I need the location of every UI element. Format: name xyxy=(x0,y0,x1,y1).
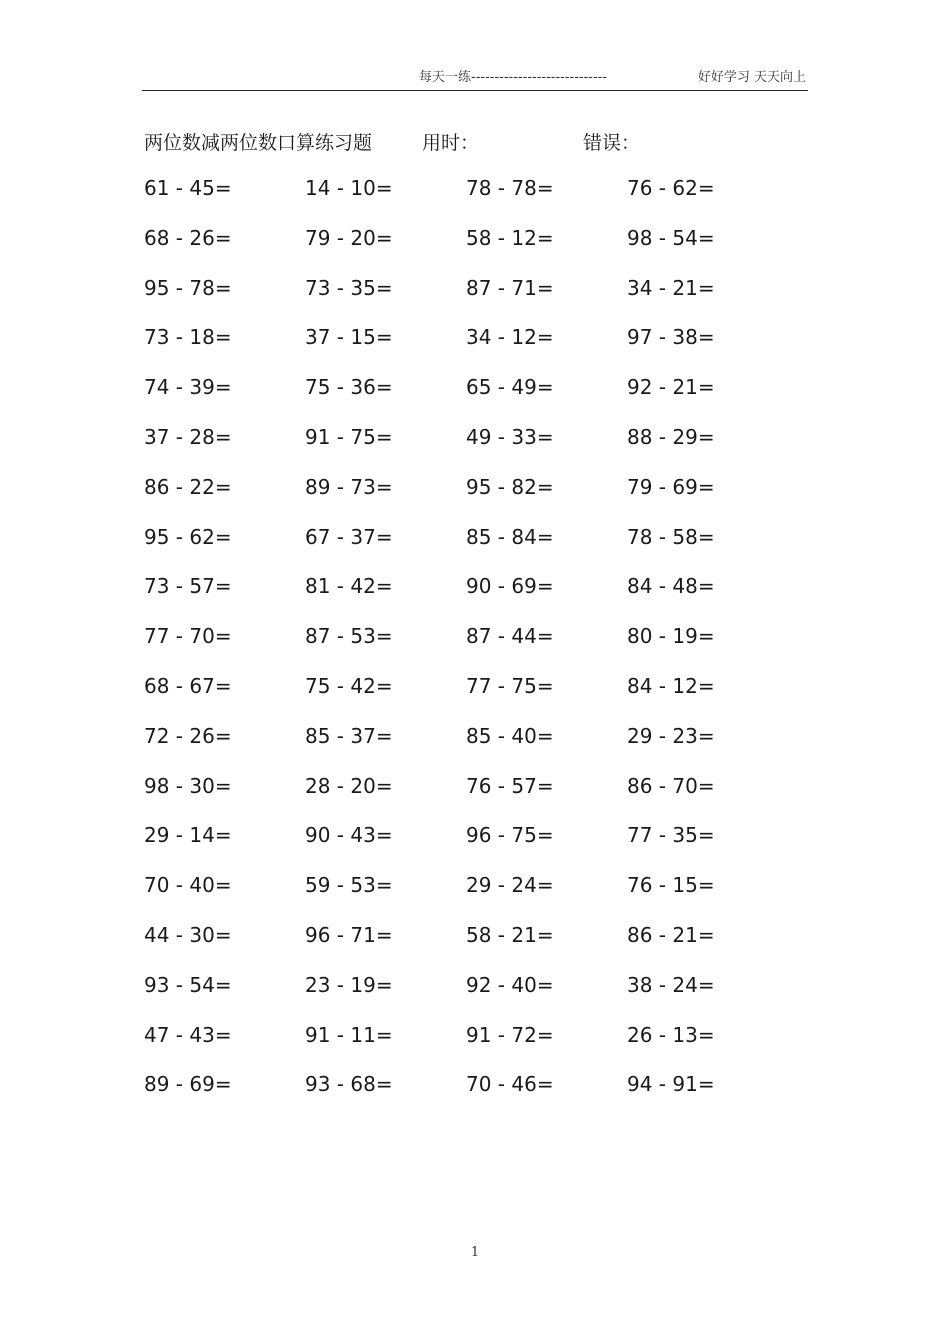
problem-item: 37 - 15= xyxy=(305,325,393,350)
problem-item: 95 - 82= xyxy=(466,474,554,499)
problem-item: 88 - 29= xyxy=(627,424,715,449)
problem-item: 79 - 20= xyxy=(305,225,393,250)
problem-item: 81 - 42= xyxy=(305,574,393,599)
problem-row xyxy=(144,823,804,873)
problem-item: 75 - 36= xyxy=(305,375,393,400)
problem-item: 98 - 30= xyxy=(144,773,232,798)
problem-row xyxy=(144,1023,804,1073)
problem-item: 67 - 37= xyxy=(305,524,393,549)
problem-item: 29 - 24= xyxy=(466,873,554,898)
problem-item: 85 - 37= xyxy=(305,723,393,748)
problem-item: 86 - 21= xyxy=(627,922,715,947)
problem-item: 85 - 40= xyxy=(466,723,554,748)
problem-item: 78 - 58= xyxy=(627,524,715,549)
problem-item: 75 - 42= xyxy=(305,673,393,698)
problem-item: 29 - 14= xyxy=(144,823,232,848)
problem-row xyxy=(144,525,804,575)
problem-item: 77 - 75= xyxy=(466,673,554,698)
problem-item: 96 - 71= xyxy=(305,922,393,947)
problem-item: 87 - 44= xyxy=(466,624,554,649)
problem-row xyxy=(144,176,804,226)
problem-row xyxy=(144,923,804,973)
problem-item: 58 - 12= xyxy=(466,225,554,250)
header-dashes: ----------------------------- xyxy=(471,70,608,85)
problem-item: 76 - 62= xyxy=(627,176,715,200)
page-number: 1 xyxy=(470,1245,480,1260)
problem-item: 28 - 20= xyxy=(305,773,393,798)
header-left xyxy=(419,66,607,85)
problem-item: 49 - 33= xyxy=(466,424,554,449)
problem-item: 85 - 84= xyxy=(466,524,554,549)
problem-item: 93 - 68= xyxy=(305,1072,393,1097)
problem-grid xyxy=(144,176,804,1122)
problem-item: 37 - 28= xyxy=(144,424,232,449)
worksheet-title-row xyxy=(144,128,804,158)
problem-item: 91 - 72= xyxy=(466,1022,554,1047)
problem-row xyxy=(144,574,804,624)
problem-item: 92 - 40= xyxy=(466,972,554,997)
problem-row xyxy=(144,425,804,475)
problem-item: 90 - 69= xyxy=(466,574,554,599)
problem-item: 97 - 38= xyxy=(627,325,715,350)
problem-row xyxy=(144,973,804,1023)
problem-row xyxy=(144,226,804,276)
problem-item: 59 - 53= xyxy=(305,873,393,898)
problem-item: 89 - 69= xyxy=(144,1072,232,1097)
problem-row xyxy=(144,325,804,375)
problem-row xyxy=(144,1072,804,1122)
problem-item: 91 - 75= xyxy=(305,424,393,449)
problem-item: 68 - 26= xyxy=(144,225,232,250)
problem-item: 89 - 73= xyxy=(305,474,393,499)
problem-item: 80 - 19= xyxy=(627,624,715,649)
problem-item: 96 - 75= xyxy=(466,823,554,848)
problem-item: 91 - 11= xyxy=(305,1022,393,1047)
page-header xyxy=(142,64,808,91)
problem-item: 73 - 57= xyxy=(144,574,232,599)
problem-row xyxy=(144,774,804,824)
problem-item: 26 - 13= xyxy=(627,1022,715,1047)
time-label: 用时： xyxy=(422,132,480,154)
problem-item: 94 - 91= xyxy=(627,1072,715,1097)
problem-item: 93 - 54= xyxy=(144,972,232,997)
problem-item: 34 - 12= xyxy=(466,325,554,350)
header-motto-right: 好好学习 天天向上 xyxy=(697,70,806,85)
problem-item: 34 - 21= xyxy=(627,275,715,300)
problem-item: 70 - 40= xyxy=(144,873,232,898)
problem-item: 98 - 54= xyxy=(627,225,715,250)
problem-item: 70 - 46= xyxy=(466,1072,554,1097)
problem-item: 68 - 67= xyxy=(144,673,232,698)
problem-item: 74 - 39= xyxy=(144,375,232,400)
problem-item: 77 - 35= xyxy=(627,823,715,848)
header-motto-left: 每天一练 xyxy=(419,70,472,85)
problem-item: 90 - 43= xyxy=(305,823,393,848)
problem-item: 84 - 48= xyxy=(627,574,715,599)
problem-item: 23 - 19= xyxy=(305,972,393,997)
problem-row xyxy=(144,873,804,923)
problem-item: 58 - 21= xyxy=(466,922,554,947)
problem-row xyxy=(144,276,804,326)
problem-item: 44 - 30= xyxy=(144,922,232,947)
problem-item: 76 - 57= xyxy=(466,773,554,798)
problem-item: 61 - 45= xyxy=(144,176,232,200)
problem-item: 29 - 23= xyxy=(627,723,715,748)
problem-row xyxy=(144,724,804,774)
errors-label: 错误： xyxy=(583,132,641,154)
problem-item: 72 - 26= xyxy=(144,723,232,748)
problem-item: 65 - 49= xyxy=(466,375,554,400)
problem-item: 76 - 15= xyxy=(627,873,715,898)
problem-item: 95 - 62= xyxy=(144,524,232,549)
problem-item: 86 - 70= xyxy=(627,773,715,798)
problem-item: 38 - 24= xyxy=(627,972,715,997)
problem-item: 87 - 71= xyxy=(466,275,554,300)
problem-item: 84 - 12= xyxy=(627,673,715,698)
problem-item: 77 - 70= xyxy=(144,624,232,649)
problem-item: 14 - 10= xyxy=(305,176,393,200)
problem-item: 95 - 78= xyxy=(144,275,232,300)
problem-item: 73 - 18= xyxy=(144,325,232,350)
problem-row xyxy=(144,475,804,525)
problem-item: 92 - 21= xyxy=(627,375,715,400)
problem-item: 47 - 43= xyxy=(144,1022,232,1047)
worksheet-title: 两位数减两位数口算练习题 xyxy=(144,132,373,154)
problem-item: 86 - 22= xyxy=(144,474,232,499)
problem-row xyxy=(144,674,804,724)
problem-row xyxy=(144,375,804,425)
problem-item: 79 - 69= xyxy=(627,474,715,499)
problem-row xyxy=(144,624,804,674)
problem-item: 73 - 35= xyxy=(305,275,393,300)
problem-item: 78 - 78= xyxy=(466,176,554,200)
problem-item: 87 - 53= xyxy=(305,624,393,649)
